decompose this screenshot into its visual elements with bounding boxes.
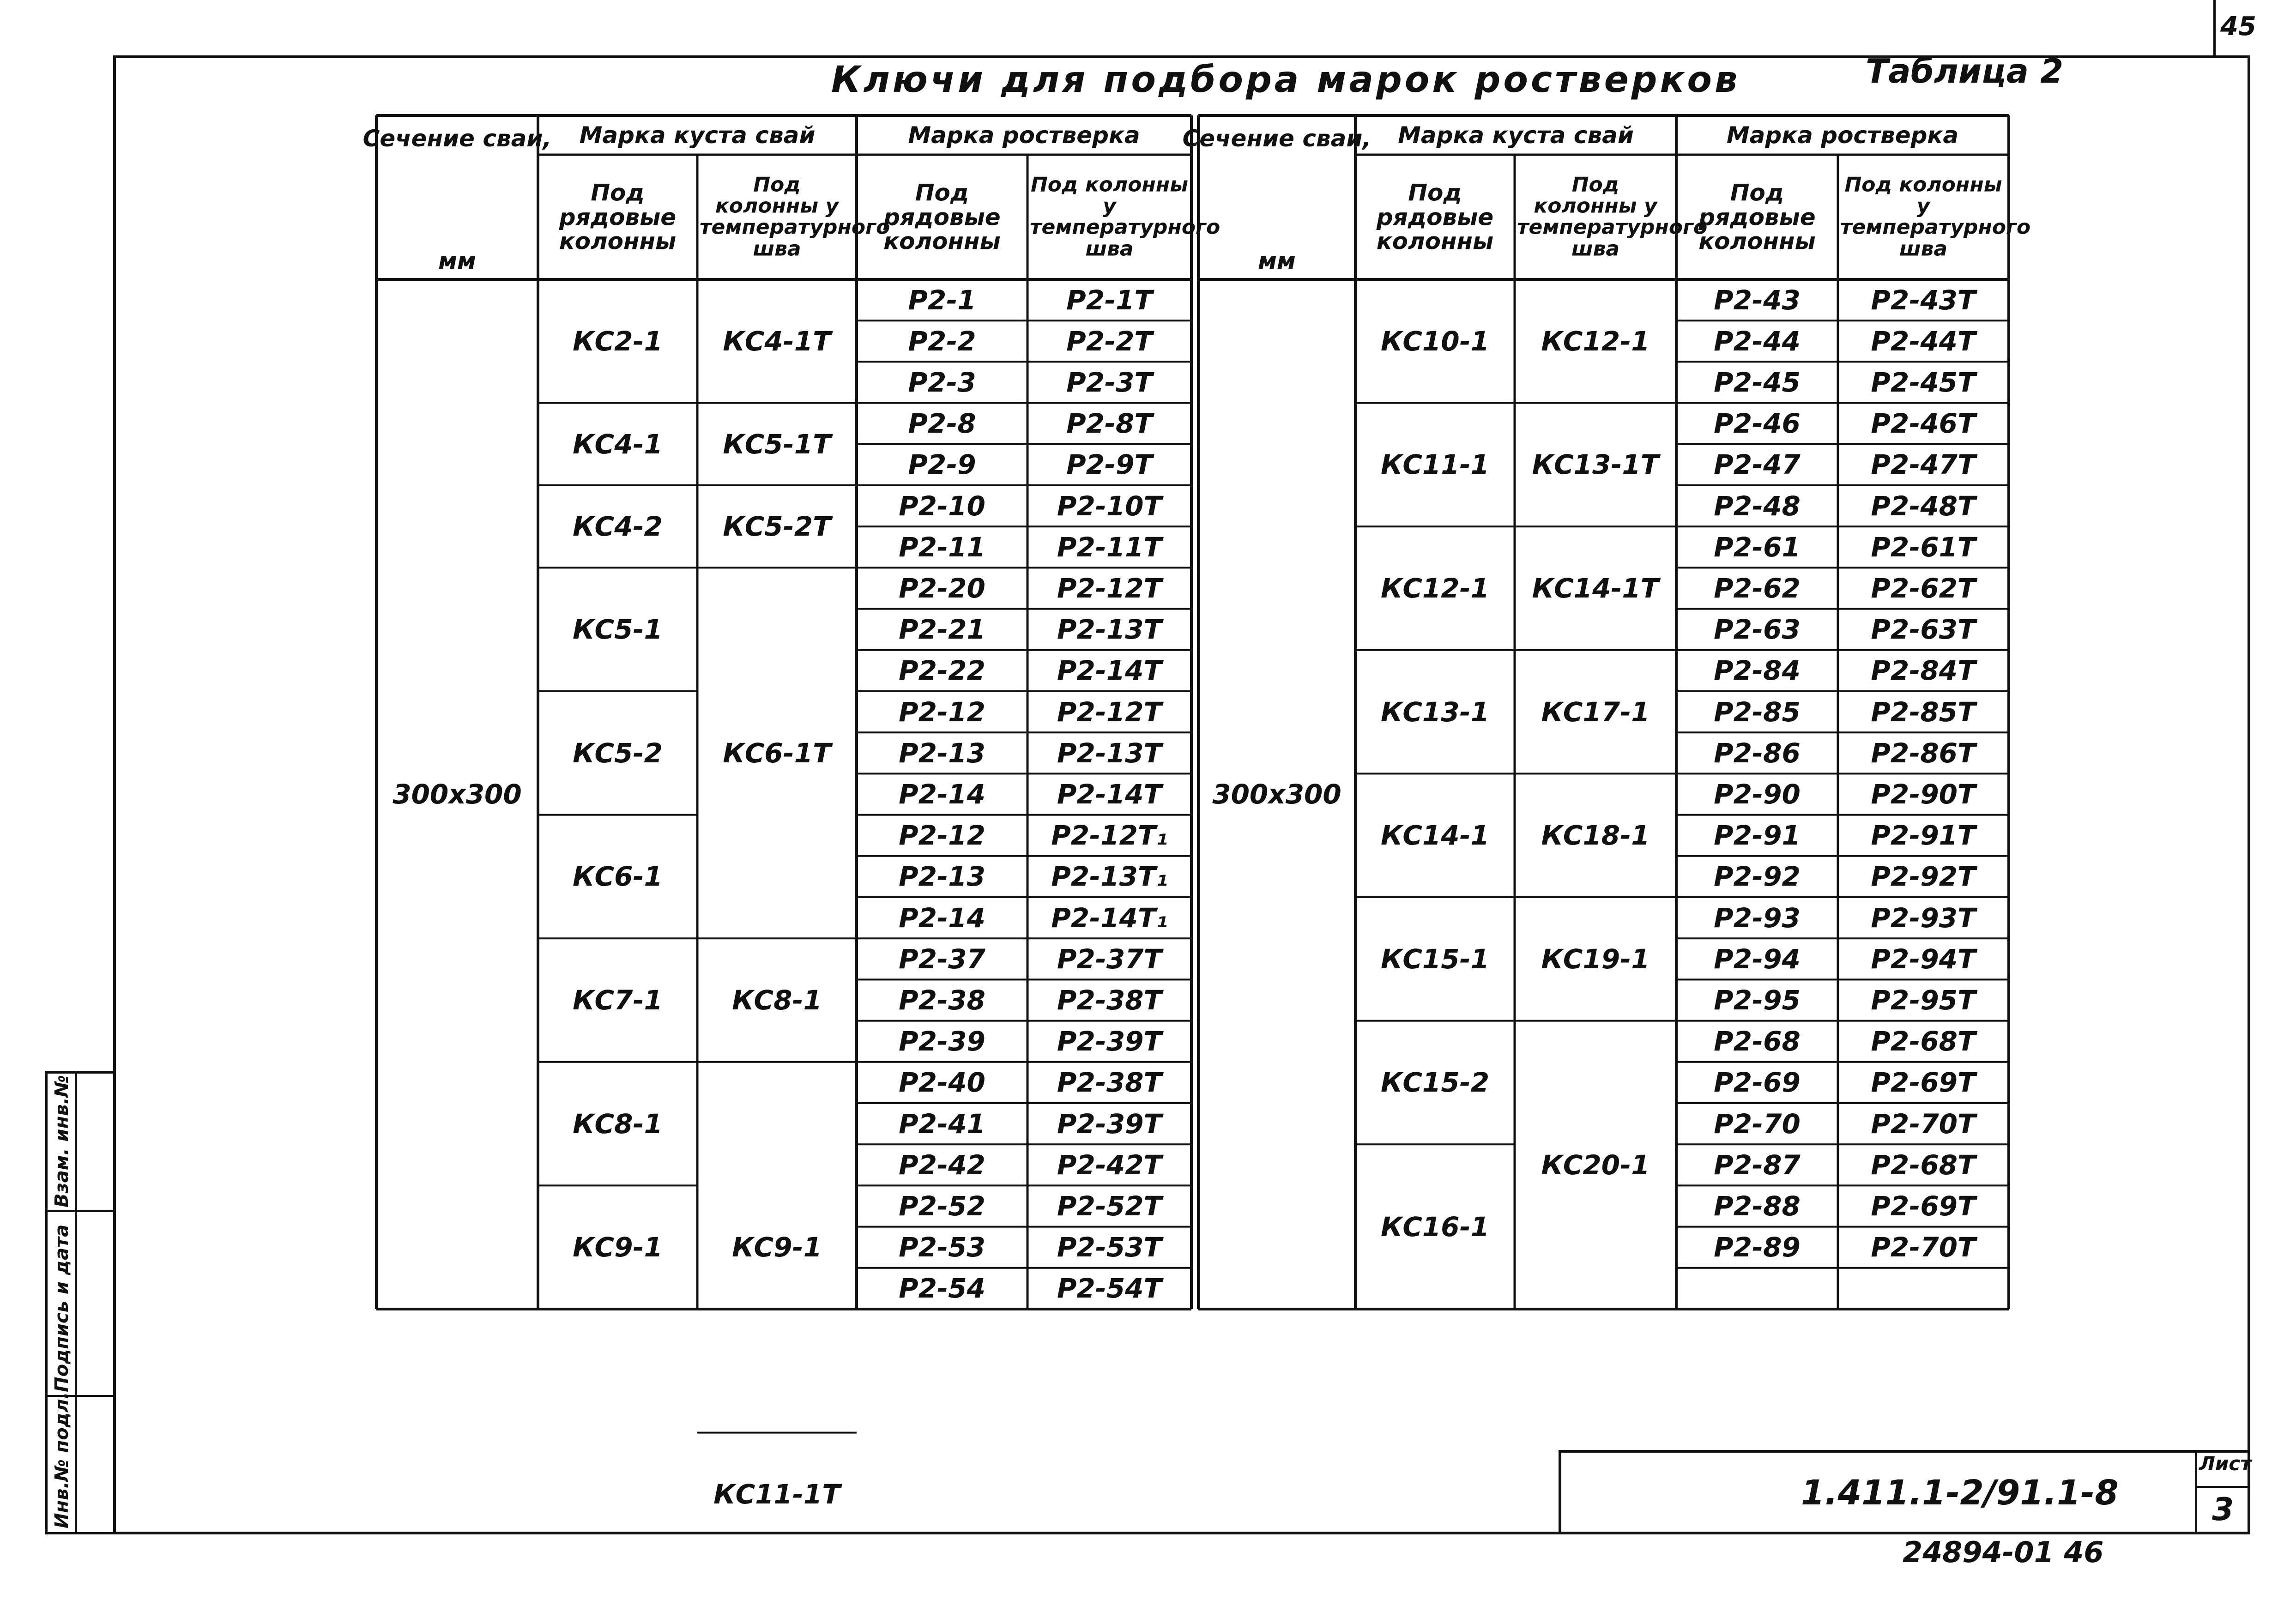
grillage-row-mark: Р2-52 — [899, 1190, 985, 1222]
header-unit: мм — [1258, 247, 1296, 274]
grillage-temp-mark: Р2-12Т₁ — [1051, 820, 1168, 851]
grillage-temp-mark: Р2-38Т — [1057, 984, 1162, 1016]
header-grillage: Марка ростверка — [1726, 121, 1959, 149]
cluster-row-mark: КС15-1 — [1380, 943, 1490, 975]
grillage-temp-mark: Р2-13Т₁ — [1051, 861, 1168, 893]
grillage-temp-mark: Р2-1Т — [1066, 284, 1153, 316]
grillage-row-mark: Р2-63 — [1714, 614, 1801, 646]
grillage-temp-mark: Р2-11Т — [1057, 531, 1162, 563]
grillage-temp-mark: Р2-39Т — [1057, 1026, 1162, 1057]
grillage-row-mark: Р2-13 — [899, 861, 985, 893]
grillage-row-mark: Р2-61 — [1714, 531, 1801, 563]
grillage-temp-mark: Р2-13Т — [1057, 737, 1162, 769]
grillage-temp-mark: Р2-37Т — [1057, 943, 1162, 975]
grillage-temp-mark: Р2-95Т — [1871, 984, 1976, 1016]
grillage-temp-mark: Р2-54Т — [1057, 1273, 1162, 1304]
grillage-temp-mark: Р2-70Т — [1871, 1108, 1976, 1140]
header-temp-columns: Под колонны у температурного шва — [1840, 173, 2031, 261]
archive-number: 24894-01 46 — [1903, 1535, 2104, 1569]
grillage-row-mark: Р2-45 — [1714, 367, 1801, 398]
grillage-row-mark: Р2-87 — [1714, 1149, 1801, 1181]
header-temp-columns: Под колонны у температурного шва — [700, 173, 890, 261]
grillage-row-mark: Р2-38 — [899, 984, 985, 1016]
grillage-temp-mark: Р2-13Т — [1057, 614, 1162, 646]
grillage-temp-mark: Р2-68Т — [1871, 1149, 1976, 1181]
grillage-row-mark: Р2-9 — [908, 449, 976, 481]
cluster-temp-mark: КС5-2Т — [723, 511, 831, 543]
cluster-temp-mark: КС13-1Т — [1532, 449, 1659, 481]
grillage-temp-mark: Р2-52Т — [1057, 1190, 1162, 1222]
grillage-temp-mark: Р2-9Т — [1066, 449, 1153, 481]
sheet-number: 3 — [2212, 1491, 2234, 1528]
cluster-temp-mark: КС9-1 — [732, 1232, 822, 1263]
table-title: Ключи для подбора марок ростверков — [831, 59, 1740, 101]
grillage-row-mark: Р2-40 — [899, 1067, 985, 1099]
grillage-temp-mark: Р2-46Т — [1871, 408, 1976, 440]
grillage-temp-mark: Р2-91Т — [1871, 820, 1976, 851]
grillage-temp-mark: Р2-3Т — [1066, 367, 1153, 398]
grillage-temp-mark: Р2-86Т — [1871, 737, 1976, 769]
header-temp-columns: Под колонны у температурного шва — [1517, 173, 1708, 261]
grillage-temp-mark: Р2-68Т — [1871, 1026, 1976, 1057]
grillage-row-mark: Р2-93 — [1714, 902, 1801, 934]
grillage-temp-mark: Р2-42Т — [1057, 1149, 1162, 1181]
grillage-row-mark: Р2-68 — [1714, 1026, 1801, 1057]
cluster-row-mark: КС15-2 — [1380, 1067, 1490, 1099]
grillage-temp-mark: Р2-14Т₁ — [1051, 902, 1168, 934]
header-temp-columns: Под колонны у температурного шва — [1030, 173, 1221, 261]
cluster-row-mark: КС16-1 — [1380, 1211, 1490, 1243]
grillage-temp-mark: Р2-69Т — [1871, 1067, 1976, 1099]
side-stamp — [45, 1071, 115, 1534]
cluster-row-mark: КС13-1 — [1380, 696, 1490, 728]
cluster-temp-mark: КС20-1 — [1541, 1149, 1650, 1181]
cluster-temp-mark: КС19-1 — [1541, 943, 1650, 975]
grillage-temp-mark: Р2-53Т — [1057, 1232, 1162, 1263]
cluster-temp-mark: КС12-1 — [1541, 325, 1650, 357]
grillage-temp-mark: Р2-62Т — [1871, 573, 1976, 604]
section-value: 300х300 — [1212, 779, 1341, 810]
grillage-row-mark: Р2-22 — [899, 655, 985, 687]
cluster-row-mark: КС11-1 — [1380, 449, 1490, 481]
grillage-row-mark: Р2-62 — [1714, 573, 1801, 604]
grillage-temp-mark: Р2-84Т — [1871, 655, 1976, 687]
table-label: Таблица 2 — [1866, 52, 2064, 91]
grillage-row-mark: Р2-91 — [1714, 820, 1801, 851]
grillage-row-mark: Р2-47 — [1714, 449, 1801, 481]
grillage-temp-mark: Р2-12Т — [1057, 573, 1162, 604]
sheet-label: Лист — [2199, 1452, 2252, 1475]
cluster-temp-mark: КС11-1Т — [713, 1479, 840, 1510]
cluster-row-mark: КС5-1 — [573, 614, 663, 646]
grillage-row-mark: Р2-90 — [1714, 779, 1801, 810]
cluster-row-mark: КС14-1 — [1380, 820, 1490, 851]
grillage-row-mark: Р2-3 — [908, 367, 976, 398]
document-code: 1.411.1-2/91.1-8 — [1801, 1473, 2119, 1513]
cluster-temp-mark: КС4-1Т — [723, 325, 831, 357]
grillage-row-mark: Р2-42 — [899, 1149, 985, 1181]
grillage-row-mark: Р2-69 — [1714, 1067, 1801, 1099]
cluster-row-mark: КС10-1 — [1380, 325, 1490, 357]
grillage-temp-mark: Р2-70Т — [1871, 1232, 1976, 1263]
cluster-row-mark: КС4-2 — [573, 511, 663, 543]
header-section: Сечение сваи, — [363, 125, 552, 152]
header-grillage: Марка ростверка — [908, 121, 1140, 149]
section-value: 300х300 — [393, 779, 522, 810]
grillage-temp-mark: Р2-69Т — [1871, 1190, 1976, 1222]
cluster-row-mark: КС9-1 — [573, 1232, 663, 1263]
stamp-replaced-inv: Взам. инв.№ — [51, 1075, 73, 1207]
grillage-row-mark: Р2-53 — [899, 1232, 985, 1263]
header-row-columns: Под рядовые колонны — [883, 179, 1001, 255]
header-row-columns: Под рядовые колонны — [1376, 179, 1494, 255]
cluster-temp-mark: КС14-1Т — [1532, 573, 1659, 604]
grillage-row-mark: Р2-12 — [899, 696, 985, 728]
grillage-row-mark: Р2-43 — [1714, 284, 1801, 316]
header-cluster: Марка куста свай — [579, 121, 816, 149]
cluster-row-mark: КС5-2 — [573, 737, 663, 769]
grillage-row-mark: Р2-8 — [908, 408, 976, 440]
grillage-row-mark: Р2-94 — [1714, 943, 1801, 975]
grillage-row-mark: Р2-39 — [899, 1026, 985, 1057]
grillage-temp-mark: Р2-38Т — [1057, 1067, 1162, 1099]
grillage-temp-mark: Р2-44Т — [1871, 325, 1976, 357]
grillage-row-mark: Р2-12 — [899, 820, 985, 851]
grillage-temp-mark: Р2-47Т — [1871, 449, 1976, 481]
grillage-temp-mark: Р2-45Т — [1871, 367, 1976, 398]
header-unit: мм — [438, 247, 476, 274]
grillage-row-mark: Р2-44 — [1714, 325, 1801, 357]
grillage-temp-mark: Р2-92Т — [1871, 861, 1976, 893]
header-row-columns: Под рядовые колонны — [1698, 179, 1816, 255]
cluster-row-mark: КС12-1 — [1380, 573, 1490, 604]
grillage-row-mark: Р2-11 — [899, 531, 985, 563]
grillage-row-mark: Р2-1 — [908, 284, 976, 316]
grillage-temp-mark: Р2-2Т — [1066, 325, 1153, 357]
grillage-row-mark: Р2-46 — [1714, 408, 1801, 440]
grillage-temp-mark: Р2-90Т — [1871, 779, 1976, 810]
grillage-temp-mark: Р2-61Т — [1871, 531, 1976, 563]
header-cluster: Марка куста свай — [1398, 121, 1634, 149]
grillage-row-mark: Р2-95 — [1714, 984, 1801, 1016]
grillage-temp-mark: Р2-48Т — [1871, 490, 1976, 522]
grillage-row-mark: Р2-92 — [1714, 861, 1801, 893]
cluster-row-mark: КС2-1 — [573, 325, 663, 357]
grillage-row-mark: Р2-85 — [1714, 696, 1801, 728]
cluster-row-mark: КС7-1 — [573, 984, 663, 1016]
grillage-row-mark: Р2-14 — [899, 779, 985, 810]
stamp-inv-original: Инв.№ подл. — [51, 1392, 73, 1528]
header-row-columns: Под рядовые колонны — [559, 179, 677, 255]
grillage-row-mark: Р2-88 — [1714, 1190, 1801, 1222]
grillage-temp-mark: Р2-10Т — [1057, 490, 1162, 522]
grillage-row-mark: Р2-2 — [908, 325, 976, 357]
grillage-row-mark: Р2-20 — [899, 573, 985, 604]
grillage-row-mark: Р2-48 — [1714, 490, 1801, 522]
grillage-row-mark: Р2-54 — [899, 1273, 985, 1304]
grillage-temp-mark: Р2-63Т — [1871, 614, 1976, 646]
grillage-temp-mark: Р2-14Т — [1057, 655, 1162, 687]
stamp-sign-date: Подпись и дата — [51, 1224, 73, 1392]
grillage-temp-mark: Р2-93Т — [1871, 902, 1976, 934]
grillage-temp-mark: Р2-39Т — [1057, 1108, 1162, 1140]
cluster-row-mark: КС6-1 — [573, 861, 663, 893]
grillage-row-mark: Р2-37 — [899, 943, 985, 975]
cluster-temp-mark: КС8-1 — [732, 984, 822, 1016]
grillage-temp-mark: Р2-85Т — [1871, 696, 1976, 728]
grillage-row-mark: Р2-70 — [1714, 1108, 1801, 1140]
grillage-temp-mark: Р2-94Т — [1871, 943, 1976, 975]
cluster-row-mark: КС4-1 — [573, 428, 663, 460]
grillage-row-mark: Р2-86 — [1714, 737, 1801, 769]
grillage-row-mark: Р2-10 — [899, 490, 985, 522]
grillage-temp-mark: Р2-14Т — [1057, 779, 1162, 810]
grillage-row-mark: Р2-41 — [899, 1108, 985, 1140]
grillage-temp-mark: Р2-8Т — [1066, 408, 1153, 440]
cluster-temp-mark: КС17-1 — [1541, 696, 1650, 728]
grillage-temp-mark: Р2-12Т — [1057, 696, 1162, 728]
grillage-row-mark: Р2-21 — [899, 614, 985, 646]
page-number: 45 — [2220, 12, 2256, 42]
cluster-row-mark: КС8-1 — [573, 1108, 663, 1140]
cluster-temp-mark: КС18-1 — [1541, 820, 1650, 851]
grillage-row-mark: Р2-13 — [899, 737, 985, 769]
cluster-temp-mark: КС6-1Т — [723, 737, 831, 769]
grillage-row-mark: Р2-84 — [1714, 655, 1801, 687]
grillage-row-mark: Р2-14 — [899, 902, 985, 934]
grillage-temp-mark: Р2-43Т — [1871, 284, 1976, 316]
header-section: Сечение сваи, — [1182, 125, 1372, 152]
cluster-temp-mark: КС5-1Т — [723, 428, 831, 460]
grillage-row-mark: Р2-89 — [1714, 1232, 1801, 1263]
